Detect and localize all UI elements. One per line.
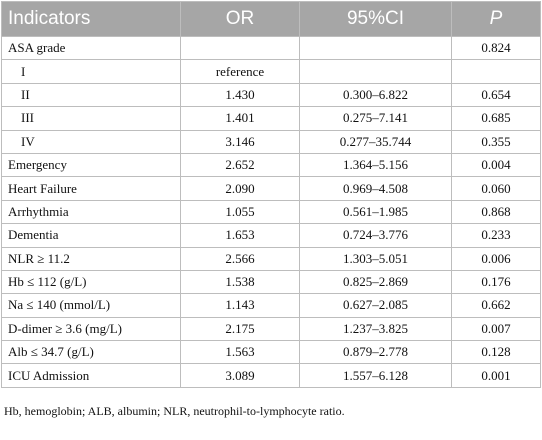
p-value-cell: 0.662: [452, 294, 541, 317]
table-row: [2, 130, 541, 153]
table-row: [2, 153, 541, 176]
ci-cell: 1.557–6.128: [300, 364, 452, 387]
ci-cell: [300, 37, 452, 60]
or-cell: 1.055: [181, 200, 300, 223]
ci-cell: 0.277–35.744: [300, 130, 452, 153]
p-value-cell: 0.060: [452, 177, 541, 200]
header-row: [2, 2, 541, 37]
indicator-cell: D-dimer ≥ 3.6 (mg/L): [2, 317, 181, 340]
ci-cell: 0.825–2.869: [300, 270, 452, 293]
p-value-cell: 0.654: [452, 83, 541, 106]
or-cell: 1.653: [181, 224, 300, 247]
indicator-cell: III: [2, 107, 181, 130]
ci-cell: [300, 60, 452, 83]
table-row: [2, 200, 541, 223]
indicator-cell: Dementia: [2, 224, 181, 247]
or-cell: 1.430: [181, 83, 300, 106]
table-row: [2, 317, 541, 340]
indicator-cell: Arrhythmia: [2, 200, 181, 223]
or-cell: 2.175: [181, 317, 300, 340]
table-row: [2, 224, 541, 247]
p-value-cell: 0.128: [452, 341, 541, 364]
p-value-cell: 0.233: [452, 224, 541, 247]
or-cell: 1.143: [181, 294, 300, 317]
indicator-cell: Alb ≤ 34.7 (g/L): [2, 341, 181, 364]
table-row: [2, 247, 541, 270]
results-table: [1, 1, 541, 388]
p-value-cell: 0.824: [452, 37, 541, 60]
ci-cell: 0.561–1.985: [300, 200, 452, 223]
table-body: [2, 37, 541, 388]
indicator-cell: II: [2, 83, 181, 106]
or-cell: 3.146: [181, 130, 300, 153]
p-value-cell: 0.004: [452, 153, 541, 176]
or-cell: 1.538: [181, 270, 300, 293]
or-cell: 2.090: [181, 177, 300, 200]
p-value-cell: 0.007: [452, 317, 541, 340]
ci-cell: 0.275–7.141: [300, 107, 452, 130]
header-ci: 95%CI: [300, 2, 452, 37]
table-row: [2, 294, 541, 317]
p-value-cell: 0.001: [452, 364, 541, 387]
header-or: OR: [181, 2, 300, 37]
table-row: [2, 37, 541, 60]
or-cell: 2.566: [181, 247, 300, 270]
ci-cell: 0.724–3.776: [300, 224, 452, 247]
indicator-cell: ASA grade: [2, 37, 181, 60]
header-indicators: Indicators: [2, 2, 181, 37]
ci-cell: 0.300–6.822: [300, 83, 452, 106]
or-cell: 1.563: [181, 341, 300, 364]
ci-cell: 1.237–3.825: [300, 317, 452, 340]
table-row: [2, 177, 541, 200]
or-cell: 2.652: [181, 153, 300, 176]
p-value-cell: 0.355: [452, 130, 541, 153]
or-cell: reference: [181, 60, 300, 83]
indicator-cell: ICU Admission: [2, 364, 181, 387]
p-value-cell: 0.868: [452, 200, 541, 223]
ci-cell: 1.364–5.156: [300, 153, 452, 176]
table-row: [2, 341, 541, 364]
ci-cell: 0.627–2.085: [300, 294, 452, 317]
table-footnote: Hb, hemoglobin; ALB, albumin; NLR, neutrophil-to-lymphocyte ratio.: [4, 404, 345, 418]
ci-cell: 0.969–4.508: [300, 177, 452, 200]
table-row: [2, 270, 541, 293]
header-p: P: [452, 2, 541, 37]
p-value-cell: 0.006: [452, 247, 541, 270]
ci-cell: 1.303–5.051: [300, 247, 452, 270]
table-row: [2, 60, 541, 83]
p-value-cell: 0.176: [452, 270, 541, 293]
indicator-cell: Na ≤ 140 (mmol/L): [2, 294, 181, 317]
indicator-cell: Heart Failure: [2, 177, 181, 200]
ci-cell: 0.879–2.778: [300, 341, 452, 364]
p-value-cell: [452, 60, 541, 83]
table-row: [2, 364, 541, 387]
or-cell: 3.089: [181, 364, 300, 387]
or-cell: [181, 37, 300, 60]
indicator-cell: Emergency: [2, 153, 181, 176]
indicator-cell: NLR ≥ 11.2: [2, 247, 181, 270]
table-row: [2, 107, 541, 130]
indicator-cell: Hb ≤ 112 (g/L): [2, 270, 181, 293]
p-value-cell: 0.685: [452, 107, 541, 130]
indicator-cell: I: [2, 60, 181, 83]
indicator-cell: IV: [2, 130, 181, 153]
or-cell: 1.401: [181, 107, 300, 130]
table-row: [2, 83, 541, 106]
